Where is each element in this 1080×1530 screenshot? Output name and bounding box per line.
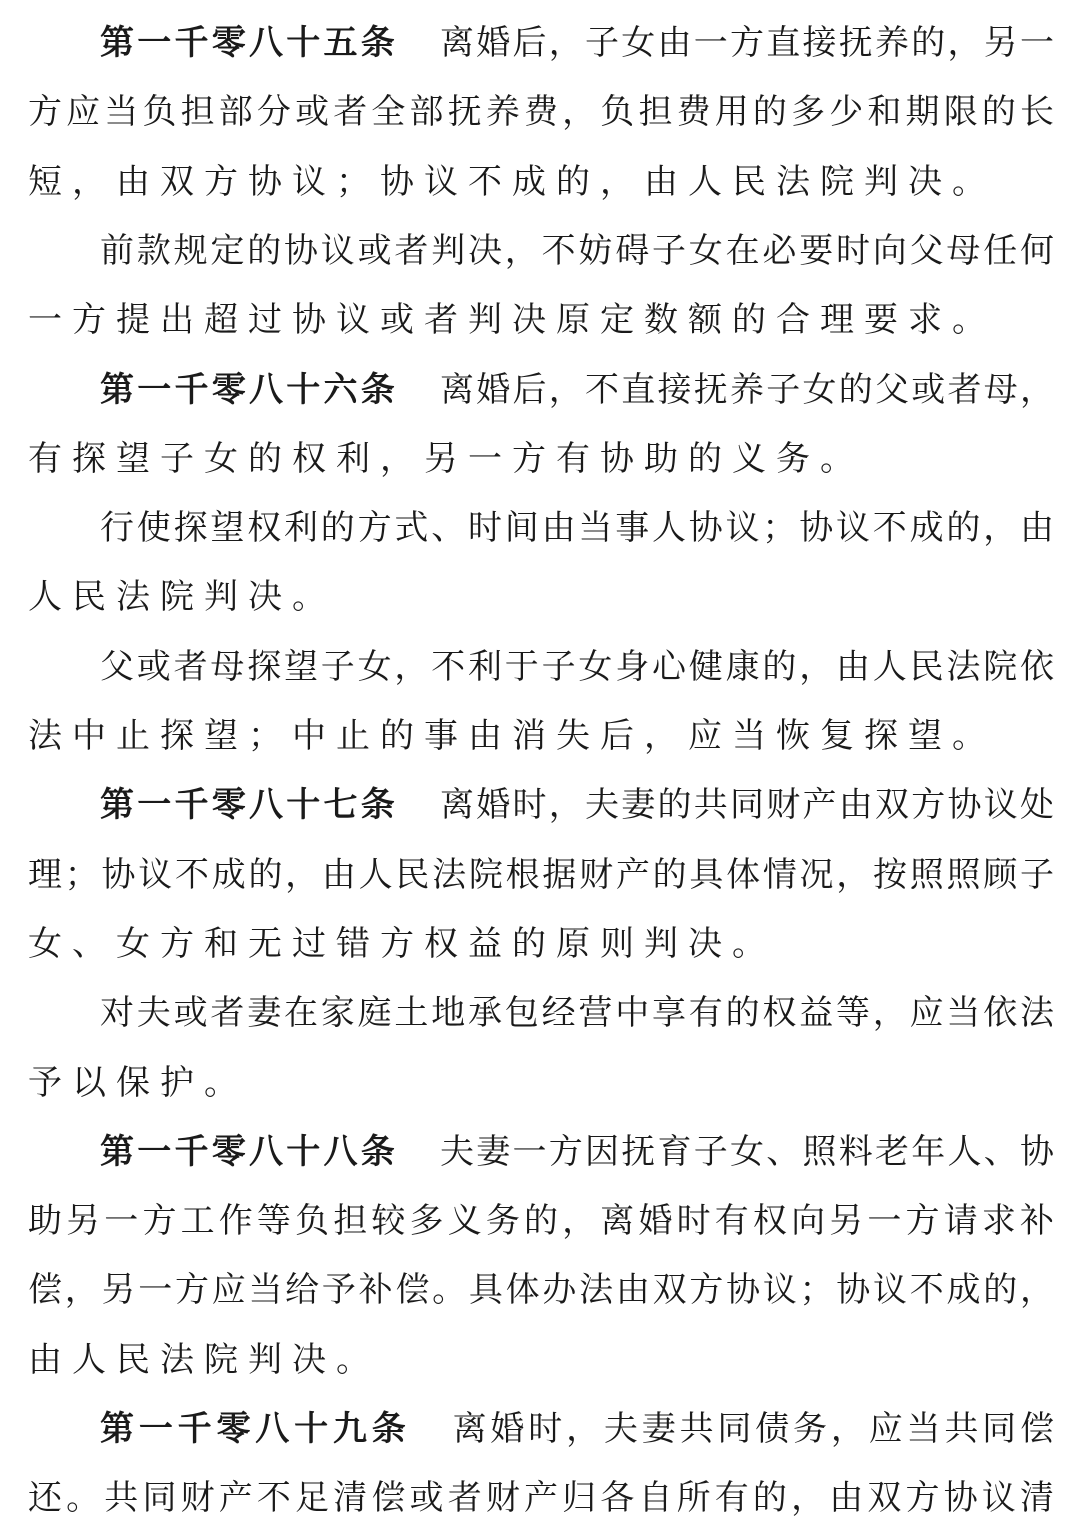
article-number: 第一千零八十八条 xyxy=(100,1131,398,1172)
article-number: 第一千零八十六条 xyxy=(100,369,398,410)
text-line xyxy=(28,1473,1054,1523)
text-line xyxy=(100,503,1054,553)
line-text: 行使探望权利的方式、时间由当事人协议；协议不成的，由 xyxy=(100,508,1054,549)
text-line xyxy=(100,365,1054,415)
line-text: 短，由双方协议；协议不成的，由人民法院判决。 xyxy=(28,161,996,202)
line-text: 理；协议不成的，由人民法院根据财产的具体情况，按照照顾子 xyxy=(28,854,1054,895)
line-text: 予以保护。 xyxy=(28,1062,248,1103)
text-line xyxy=(100,226,1054,276)
text-line xyxy=(28,1196,1054,1246)
line-text: 人民法院判决。 xyxy=(28,577,336,618)
line-text: 法中止探望；中止的事由消失后，应当恢复探望。 xyxy=(28,716,996,756)
text-line xyxy=(28,572,1054,622)
text-line xyxy=(28,295,1054,345)
line-text: 由人民法院判决。 xyxy=(28,1339,380,1380)
text-line xyxy=(28,1058,1054,1108)
text-line xyxy=(100,780,1054,830)
line-text: 一方提出超过协议或者判决原定数额的合理要求。 xyxy=(28,300,996,341)
line-text: 方应当负担部分或者全部抚养费，负担费用的多少和期限的长 xyxy=(28,92,1054,133)
article-number: 第一千零八十七条 xyxy=(100,785,398,826)
text-line xyxy=(28,87,1054,137)
text-line xyxy=(28,1265,1054,1315)
line-text: 离婚时，夫妻共同债务，应当共同偿 xyxy=(452,1409,1054,1449)
line-text: 对夫或者妻在家庭土地承包经营中享有的权益等，应当依法 xyxy=(100,993,1054,1034)
line-text: 助另一方工作等负担较多义务的，离婚时有权向另一方请求补 xyxy=(28,1201,1054,1242)
text-line xyxy=(28,1335,1054,1385)
text-line xyxy=(28,434,1054,484)
line-text: 离婚后，不直接抚养子女的父或者母， xyxy=(440,369,1054,410)
line-text: 还。共同财产不足清偿或者财产归各自所有的，由双方协议清 xyxy=(28,1478,1054,1519)
line-text: 前款规定的协议或者判决，不妨碍子女在必要时向父母任何 xyxy=(100,230,1054,271)
line-text: 离婚后，子女由一方直接抚养的，另一 xyxy=(440,23,1054,63)
line-text: 夫妻一方因抚育子女、照料老年人、协 xyxy=(440,1131,1054,1172)
article-number: 第一千零八十九条 xyxy=(100,1409,411,1449)
article-number: 第一千零八十五条 xyxy=(100,23,398,63)
text-line xyxy=(28,157,1054,207)
text-line xyxy=(28,850,1054,900)
text-line xyxy=(100,1127,1054,1177)
text-line xyxy=(28,711,1054,761)
line-text: 父或者母探望子女，不利于子女身心健康的，由人民法院依 xyxy=(100,646,1054,687)
line-text: 偿，另一方应当给予补偿。具体办法由双方协议；协议不成的， xyxy=(28,1270,1054,1311)
text-line xyxy=(28,919,1054,969)
line-text: 有探望子女的权利，另一方有协助的义务。 xyxy=(28,438,864,479)
text-line xyxy=(100,988,1054,1038)
text-line xyxy=(100,18,1054,68)
line-text: 离婚时，夫妻的共同财产由双方协议处 xyxy=(440,785,1054,826)
text-line xyxy=(100,642,1054,692)
text-line xyxy=(100,1404,1054,1454)
line-text: 女、女方和无过错方权益的原则判决。 xyxy=(28,923,776,964)
